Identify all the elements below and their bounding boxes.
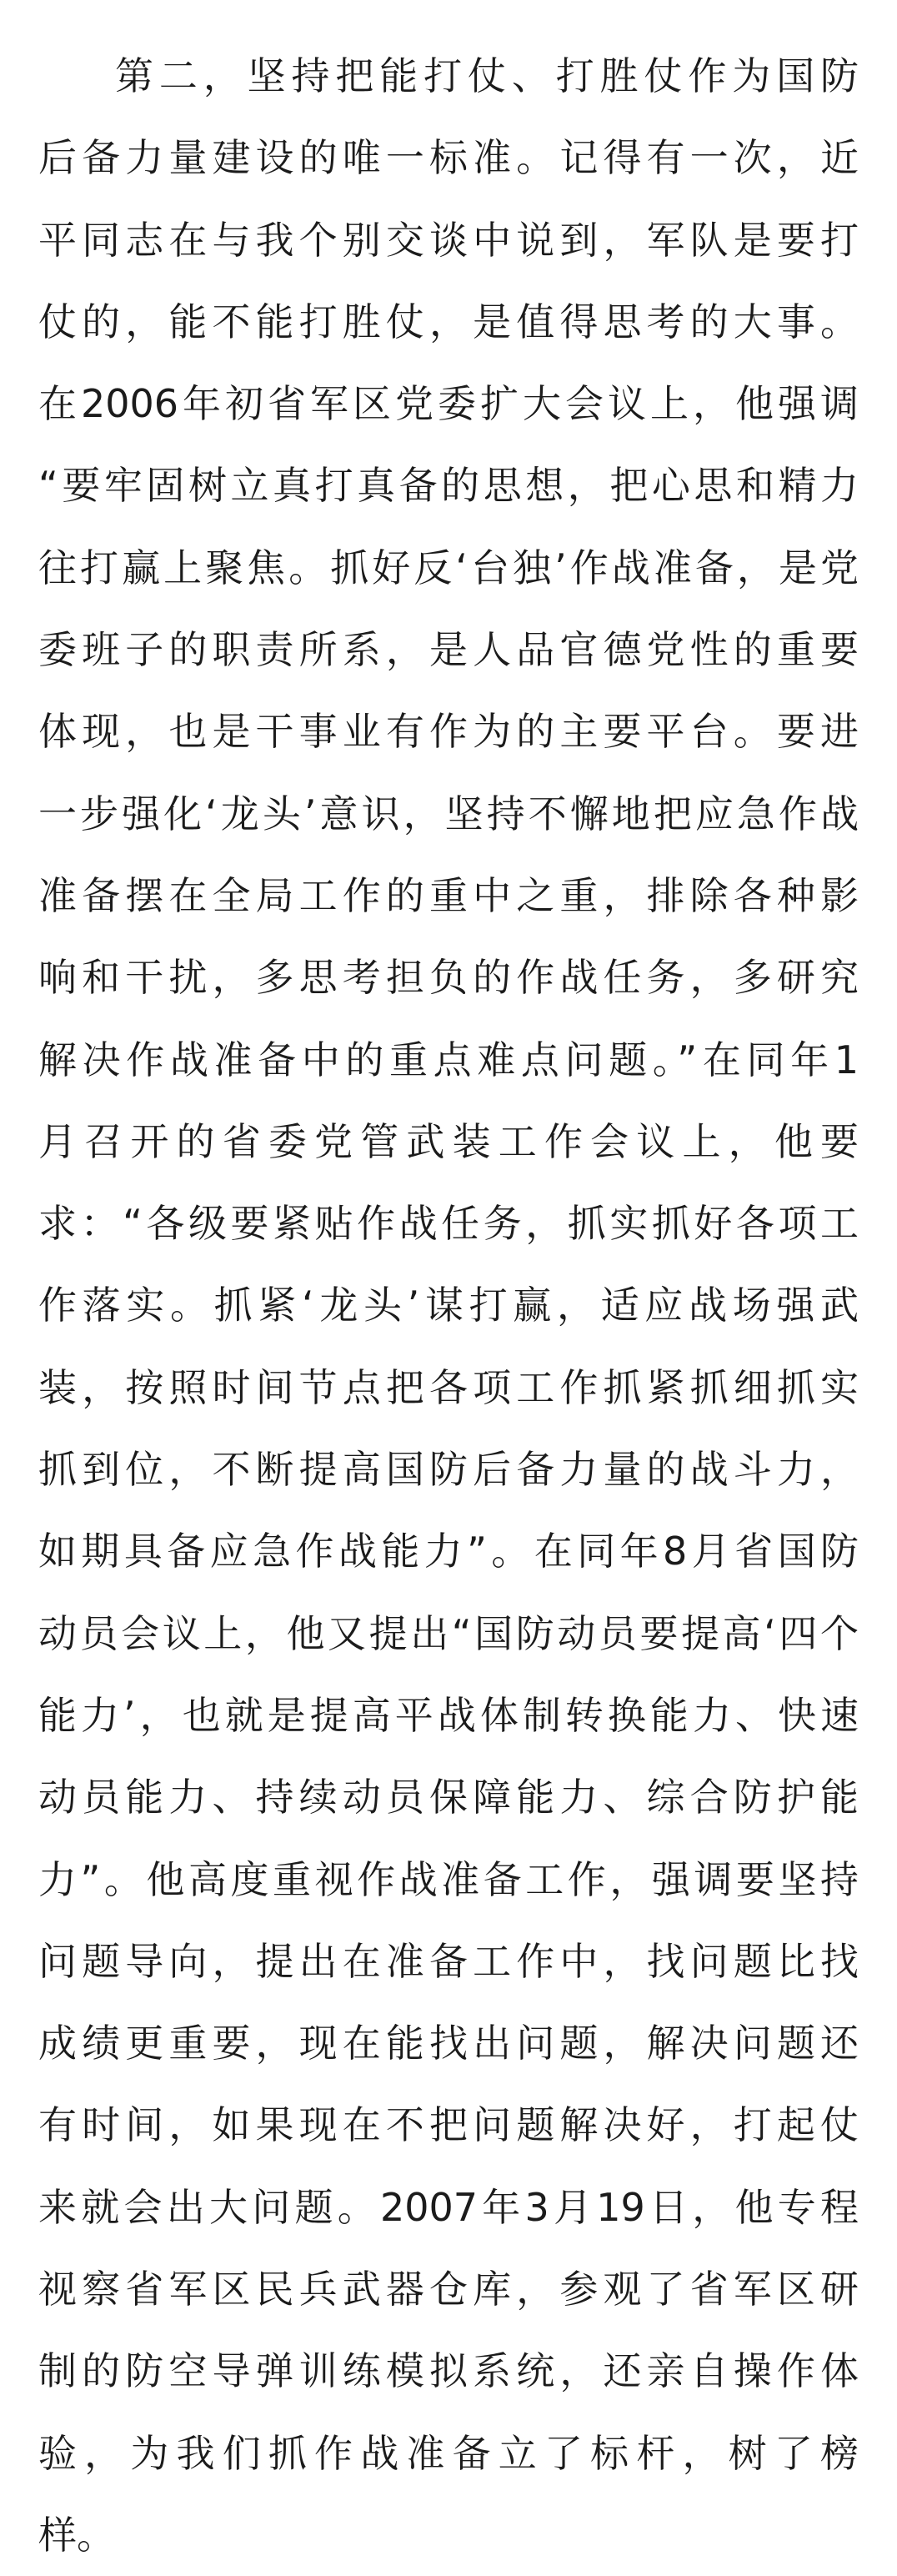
paragraph-line: 解决作战准备中的重点难点问题。”在同年1 [38,1037,859,1082]
paragraph-line: 成绩更重要，现在能找出问题，解决问题还 [38,2021,859,2066]
paragraph-line: 往打赢上聚焦。抓好反‘台独’作战准备，是党 [38,545,859,590]
paragraph-line: 动员能力、持续动员保障能力、综合防护能 [38,1775,859,1820]
paragraph-line: 力”。他高度重视作战准备工作，强调要坚持 [38,1856,859,1902]
paragraph-line: 装，按照时间节点把各项工作抓紧抓细抓实 [38,1364,859,1410]
paragraph-line: 验，为我们抓作战准备立了标杆，树了榜 [38,2430,859,2476]
paragraph-line: 体现，也是干事业有作为的主要平台。要进 [38,709,859,755]
paragraph-line: 样。 [38,2512,115,2558]
paragraph-line: 视察省军区民兵武器仓库，参观了省军区研 [38,2267,859,2312]
paragraph-line: 问题导向，提出在准备工作中，找问题比找 [38,1938,859,1984]
paragraph-line: 能力’，也就是提高平战体制转换能力、快速 [38,1692,859,1738]
paragraph-line: 第二，坚持把能打仗、打胜仗作为国防 [115,53,859,98]
paragraph-line: 后备力量建设的唯一标准。记得有一次，近 [38,135,859,181]
paragraph-line: 制的防空导弹训练模拟系统，还亲自操作体 [38,2348,859,2394]
paragraph-line: 仗的，能不能打胜仗，是值得思考的大事。 [38,299,859,344]
paragraph-line: 响和干扰，多思考担负的作战任务，多研究 [38,955,859,1001]
paragraph-line: 求：“各级要紧贴作战任务，抓实抓好各项工 [38,1201,859,1247]
paragraph-line: 在2006年初省军区党委扩大会议上，他强调 [38,381,859,427]
paragraph-line: 月召开的省委党管武装工作会议上，他要 [38,1118,859,1164]
paragraph-line: 抓到位，不断提高国防后备力量的战斗力， [38,1447,859,1493]
paragraph-line: 来就会出大问题。2007年3月19日，他专程 [38,2184,859,2230]
paragraph-line: 作落实。抓紧‘龙头’谋打赢，适应战场强武 [38,1283,859,1328]
paragraph-line: 如期具备应急作战能力”。在同年8月省国防 [38,1529,859,1574]
paragraph-line: 一步强化‘龙头’意识，坚持不懈地把应急作战 [38,791,859,836]
paragraph-line: 动员会议上，他又提出“国防动员要提高‘四个 [38,1610,859,1656]
paragraph-line: 有时间，如果现在不把问题解决好，打起仗 [38,2102,859,2148]
paragraph-line: 平同志在与我个别交谈中说到，军队是要打 [38,217,859,263]
paragraph-line: 准备摆在全局工作的重中之重，排除各种影 [38,872,859,918]
paragraph-line: 委班子的职责所系，是人品官德党性的重要 [38,627,859,673]
paragraph-line: “要牢固树立真打真备的思想，把心思和精力 [38,463,859,509]
